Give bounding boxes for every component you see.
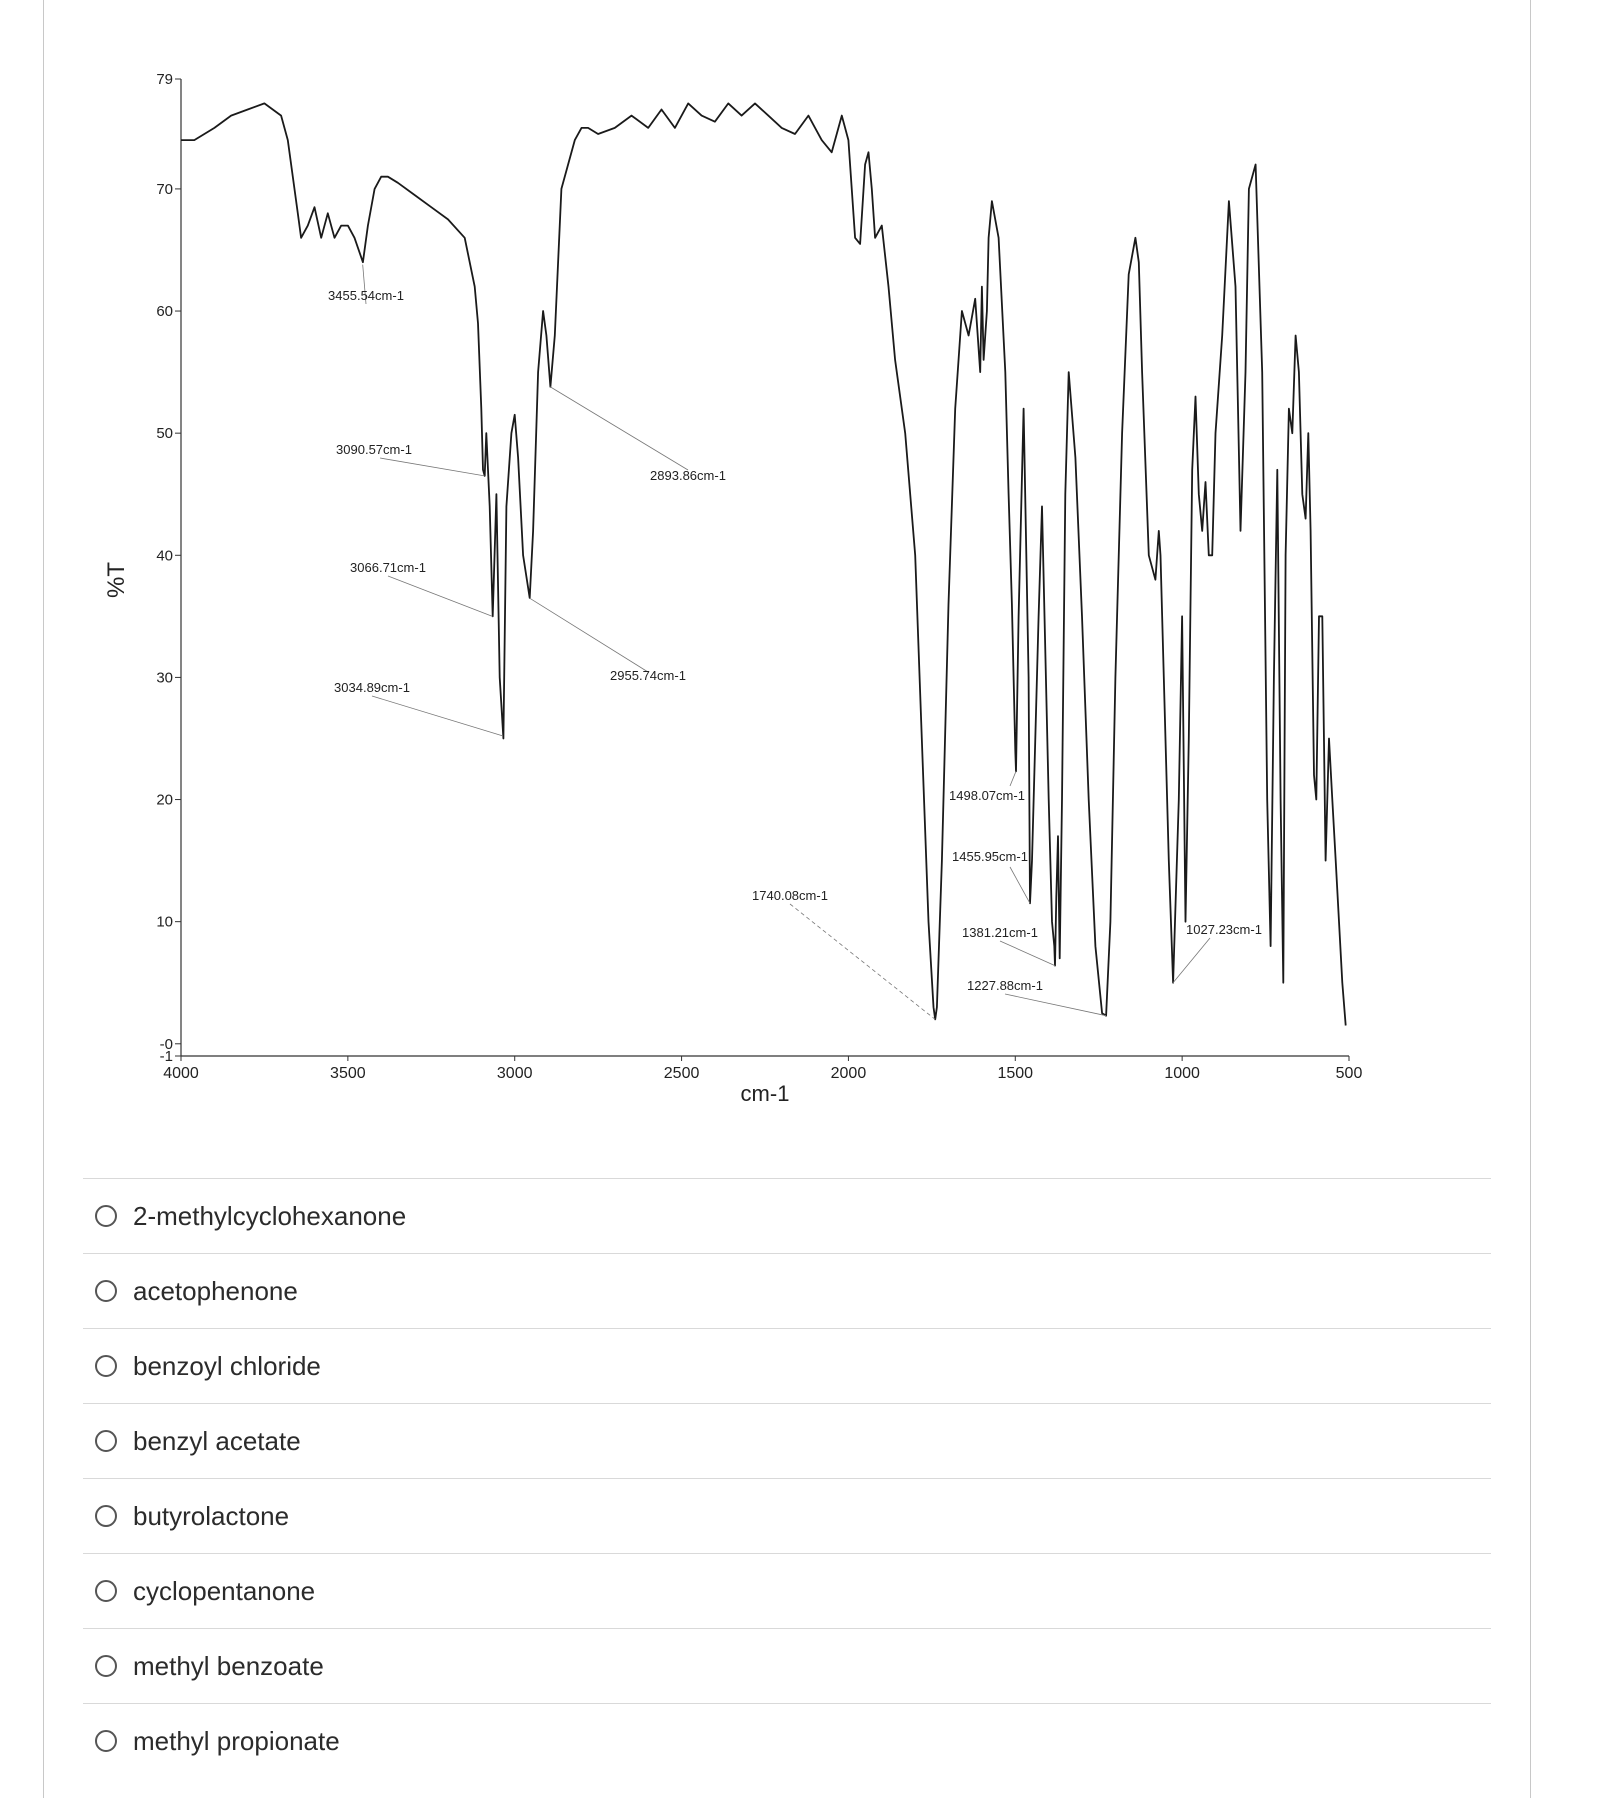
peak-label: 1498.07cm-1 — [949, 788, 1025, 803]
peak-label: 3090.57cm-1 — [336, 442, 412, 457]
y-tick-label: 10 — [156, 913, 173, 931]
answer-options — [83, 1178, 1491, 1778]
peak-leader-line — [550, 387, 688, 470]
radio-button[interactable] — [95, 1355, 117, 1377]
option-benzyl-acetate[interactable] — [83, 1403, 1491, 1478]
y-tick-label: 20 — [156, 791, 173, 809]
option-label: methyl propionate — [133, 1725, 340, 1756]
x-tick-label: 2000 — [830, 1065, 867, 1082]
peak-leader-line — [388, 576, 492, 616]
option-methyl-benzoate[interactable] — [83, 1628, 1491, 1703]
option-label: 2-methylcyclohexanone — [133, 1200, 407, 1231]
y-tick-label: 50 — [156, 425, 173, 443]
peak-label: 2955.74cm-1 — [610, 668, 686, 683]
peak-leader-line — [380, 458, 484, 476]
y-tick-label: 79 — [156, 71, 173, 88]
option-cyclopentanone[interactable] — [83, 1553, 1491, 1628]
x-tick-label: 1500 — [997, 1065, 1034, 1082]
radio-button[interactable] — [95, 1505, 117, 1527]
peak-leader-line — [1010, 867, 1030, 903]
x-tick-label: 4000 — [163, 1065, 199, 1082]
peak-label: 3455.54cm-1 — [328, 288, 404, 303]
peak-leader-line — [1010, 771, 1016, 786]
option-2-methylcyclohexanone[interactable] — [83, 1178, 1491, 1253]
radio-button[interactable] — [95, 1280, 117, 1302]
peak-leader-line — [1000, 941, 1055, 966]
option-methyl-propionate[interactable] — [83, 1703, 1491, 1778]
option-label: benzyl acetate — [133, 1425, 301, 1456]
peak-leader-line — [529, 598, 648, 672]
radio-button[interactable] — [95, 1730, 117, 1752]
peak-label: 2893.86cm-1 — [650, 468, 726, 483]
y-tick-label: -0 — [159, 1035, 173, 1053]
peak-label: 1455.95cm-1 — [952, 849, 1028, 864]
option-label: methyl benzoate — [133, 1650, 324, 1681]
peak-label: 1227.88cm-1 — [967, 978, 1043, 993]
y-axis-label: %T — [103, 562, 130, 598]
x-tick-label: 2500 — [663, 1065, 700, 1082]
option-label: cyclopentanone — [133, 1575, 316, 1606]
y-tick-label: -1 — [159, 1048, 173, 1065]
radio-button[interactable] — [95, 1430, 117, 1452]
y-tick-label: 70 — [156, 180, 173, 198]
x-tick-label: 1000 — [1164, 1065, 1200, 1082]
radio-button[interactable] — [95, 1205, 117, 1227]
y-tick-label: 30 — [156, 669, 173, 687]
option-benzoyl-chloride[interactable] — [83, 1328, 1491, 1403]
peak-leader-line — [372, 696, 503, 736]
radio-button[interactable] — [95, 1655, 117, 1677]
option-label: acetophenone — [133, 1275, 298, 1306]
peak-label: 1381.21cm-1 — [962, 925, 1038, 940]
peak-leader-line — [790, 904, 935, 1019]
y-tick-label: 60 — [156, 303, 173, 321]
x-axis-label: cm-1 — [740, 1081, 790, 1106]
peak-leader-line — [1173, 938, 1210, 983]
option-label: benzoyl chloride — [133, 1350, 321, 1381]
peak-leader-line — [1005, 994, 1106, 1016]
radio-button[interactable] — [95, 1580, 117, 1602]
x-tick-label: 3000 — [496, 1065, 533, 1082]
option-acetophenone[interactable] — [83, 1253, 1491, 1328]
y-tick-label: 40 — [156, 547, 173, 565]
x-tick-label: 500 — [1335, 1065, 1363, 1082]
peak-label: 1027.23cm-1 — [1186, 922, 1262, 937]
option-butyrolactone[interactable] — [83, 1478, 1491, 1553]
peak-label: 3034.89cm-1 — [334, 680, 410, 695]
peak-label: 1740.08cm-1 — [752, 888, 828, 903]
x-tick-label: 3500 — [330, 1065, 366, 1082]
option-label: butyrolactone — [133, 1500, 290, 1531]
peak-label: 3066.71cm-1 — [350, 560, 426, 575]
